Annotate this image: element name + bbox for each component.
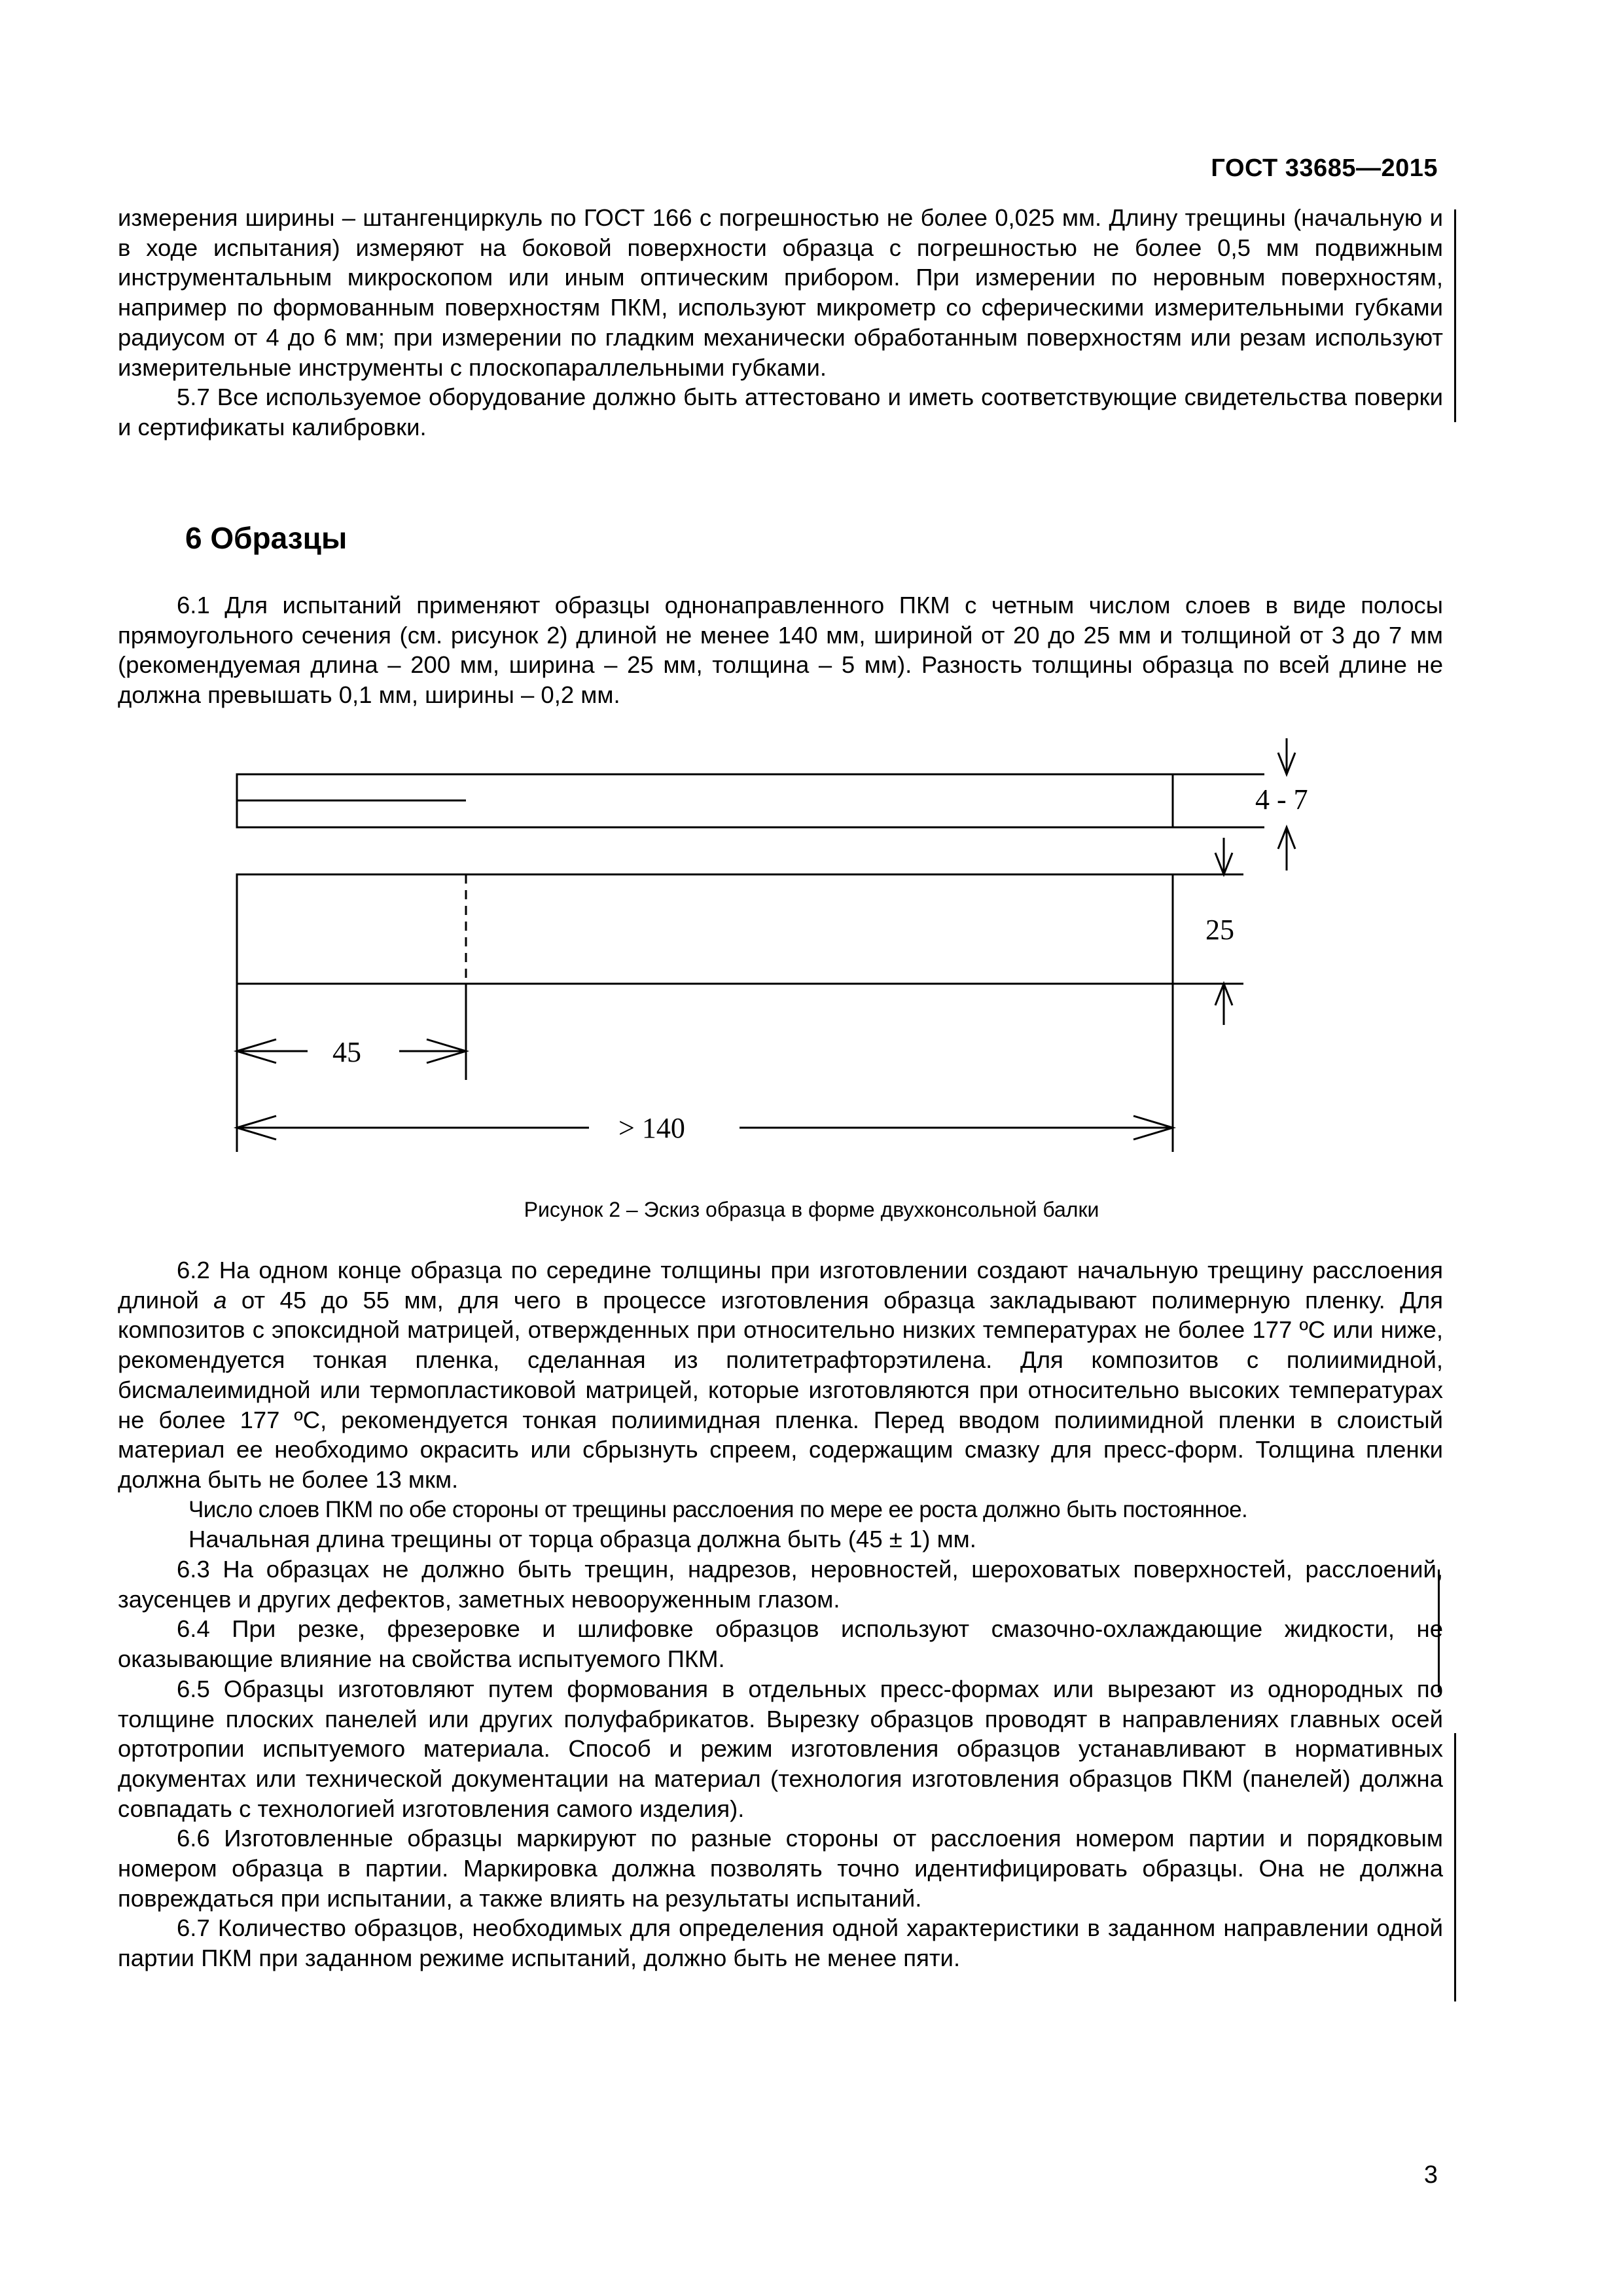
length-label: > 140: [618, 1112, 685, 1144]
text-block-2: [118, 590, 1443, 710]
paragraph: Число слоев ПКМ по обе стороны от трещины расслоения по мере ее роста должно быть постоянное.: [188, 1496, 1248, 1522]
width-label: 25: [1205, 914, 1234, 946]
text-block-3: [118, 1255, 1443, 1973]
paragraph: 5.7 Все используемое оборудование должно быть аттестовано и иметь соответствующие свидетельства поверки и сертификаты калибровки.: [118, 384, 1443, 440]
thickness-label: 4 - 7: [1255, 783, 1308, 816]
revision-bar: [1454, 1733, 1456, 2001]
top-view: [237, 874, 1243, 1152]
paragraph: [118, 1255, 1443, 1495]
paragraph: 6.4 При резке, фрезеровке и шлифовке образцов используют смазочно-охлаждающие жидкости, не оказывающие влияние на свойства испытуемого ПКМ.: [118, 1615, 1443, 1673]
revision-bar: [1454, 209, 1456, 422]
paragraph-part: от 45 до 55 мм, для чего в процессе изготовления образца закладывают полимерную пленку. Для композитов с эпоксидной матрицей, отвержденных при относительно низких температурах не более 177 ºС или ниже, рекомендуется тонкая пленка, сделанная из политетрафторэтилена. Для композитов с полиимидной, бисмалеимидной или термопластиковой матрицей, которые изготовляются при относительно высоких температурах не более 177 ºС, рекомендуется тонкая полиимидная пленка. Перед вводом полиимидной пленки в слоистый материал ее необходимо окрасить или сбрызнуть спреем, содержащим смазку для пресс-форм. Толщина пленки должна быть не более 13 мкм.: [118, 1286, 1443, 1493]
paragraph: 6.7 Количество образцов, необходимых для определения одной характеристики в заданном направлении одной партии ПКМ при заданном режиме испытаний, должно быть не менее пяти.: [118, 1914, 1443, 1972]
specimen-sketch: [0, 733, 1623, 1178]
paragraph: 6.5 Образцы изготовляют путем формования в отдельных пресс-формах или вырезают из однородных по толщине плоских панелей или других полуфабрикатов. Вырезку образцов проводят в направлениях главных осей ортотропии испытуемого материала. Способ и режим изготовления образцов устанавливают в нормативных документах или технической документации на материал (технология изготовления образцов ПКМ (панелей) должна совпадать с технологией изготовления самого изделия).: [118, 1675, 1443, 1822]
paragraph: измерения ширины – штангенциркуль по ГОСТ 166 с погрешностью не более 0,025 мм. Длину трещины (начальную и в ходе испытания) измеряют на боковой поверхности образца с погрешностью не более 0,5 мм подвижным инструментальным микроскопом или иным оптическим прибором. При измерении по неровным поверхностям, например по формованным поверхностям ПКМ, используют микрометр со сферическими измерительными губками радиусом от 4 до 6 мм; при измерении по гладким механически обработанным поверхностям или резам используют измерительные инструменты с плоскопараллельными губками.: [118, 204, 1443, 381]
section-heading: 6 Образцы: [185, 521, 348, 555]
length-dimension: [237, 1116, 1173, 1139]
paragraph: 6.3 На образцах не должно быть трещин, надрезов, неровностей, шероховатых поверхностей, расслоений, заусенцев и других дефектов, заметных невооруженным глазом.: [118, 1556, 1443, 1613]
document-header: ГОСТ 33685—2015: [1211, 154, 1438, 182]
paragraph: 6.6 Изготовленные образцы маркируют по разные стороны от расслоения номером партии и порядковым номером образца в партии. Маркировка должна позволять точно идентифицировать образцы. Она не должна повреждаться при испытании, а также влиять на результаты испытаний.: [118, 1825, 1443, 1912]
text-block-1: [118, 203, 1443, 442]
figure-caption: [0, 1198, 1623, 1222]
caption-text: Рисунок 2 – Эскиз образца в форме двухконсольной балки: [524, 1198, 1099, 1221]
variable-a: a: [213, 1286, 227, 1314]
paragraph: 6.1 Для испытаний применяют образцы однонаправленного ПКМ с четным числом слоев в виде полосы прямоугольного сечения (см. рисунок 2) длиной не менее 140 мм, шириной от 20 до 25 мм и толщиной от 3 до 7 мм (рекомендуемая длина – 200 мм, ширина – 25 мм, толщина – 5 мм). Разность толщины образца по всей длине не должна превышать 0,1 мм, ширины – 0,2 мм.: [118, 592, 1443, 709]
paragraph-part: 6.2 На одном конце образца по середине толщины при изготовлении создают начальную трещину расслоения длиной: [118, 1257, 1443, 1314]
crack-label: 45: [332, 1036, 361, 1068]
page-number: 3: [1423, 2161, 1438, 2189]
side-view: [237, 774, 1264, 827]
paragraph: Начальная длина трещины от торца образца должна быть (45 ± 1) мм.: [188, 1526, 976, 1553]
